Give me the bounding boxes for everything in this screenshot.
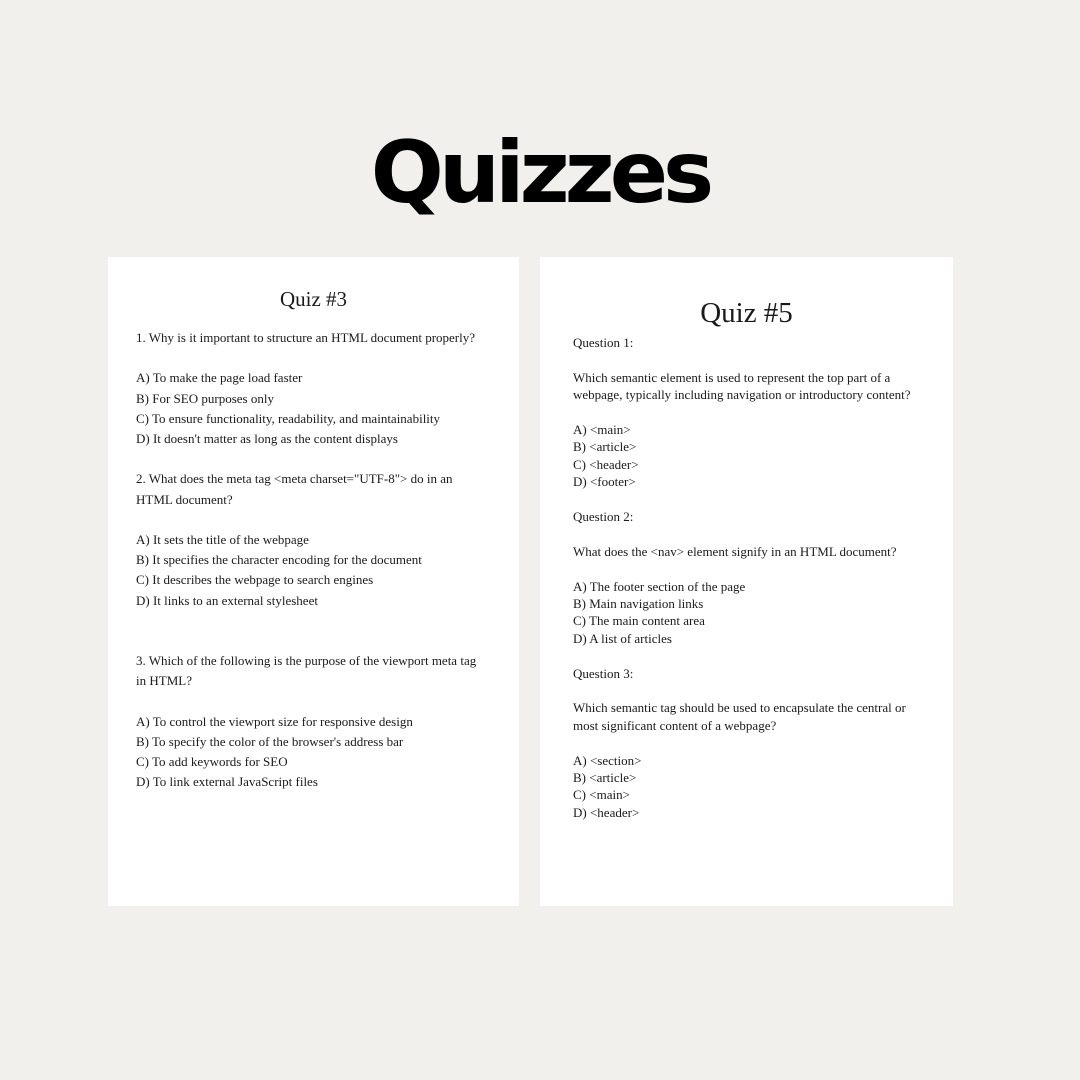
quiz-5-question-2: What does the <nav> element signify in an HTML document? [573, 543, 897, 559]
quiz-3-question-2: 2. What does the meta tag <meta charset="UTF-8"> do in an HTML document? [136, 471, 453, 507]
quiz-3-question-3: 3. Which of the following is the purpose of the viewport meta tag in HTML? [136, 653, 477, 689]
page-title: Quizzes [370, 123, 710, 223]
quiz-5-q3-option-a: A) <section> [573, 752, 642, 768]
quiz-3-q2-option-d: D) It links to an external stylesheet [136, 592, 318, 608]
quiz-3-q2-option-a: A) It sets the title of the webpage [136, 531, 309, 547]
quiz-3-q2-option-b: B) It specifies the character encoding for the document [136, 552, 422, 568]
quiz-5-q3-option-b: B) <article> [573, 770, 637, 786]
quiz-5-q2-option-d: D) A list of articles [573, 630, 672, 646]
quiz-3-q1-option-d: D) It doesn't matter as long as the content displays [136, 431, 398, 446]
quiz-5-q3-option-d: D) <header> [573, 804, 640, 820]
quiz-5-heading: Quiz #5 [700, 297, 793, 329]
quiz-3-q1-option-b: B) For SEO purposes only [136, 390, 274, 406]
quiz-5-question-2-label: Question 2: [573, 509, 634, 525]
quiz-5-q1-option-b: B) <article> [573, 439, 637, 455]
quiz-5-question-3: Which semantic tag should be used to encapsulate the central or most significant content of a webpage? [573, 700, 906, 733]
quiz-3-q3-option-a: A) To control the viewport size for responsive design [136, 713, 413, 729]
quiz-5-q1-option-a: A) <main> [573, 422, 631, 437]
quiz-3-heading: Quiz #3 [279, 287, 348, 311]
quiz-5-question-3-label: Question 3: [573, 665, 634, 681]
quiz-3-q2-option-c: C) It describes the webpage to search engines [136, 572, 374, 588]
quiz-5-body [573, 334, 933, 821]
quiz-5-q3-option-c: C) <main> [573, 787, 630, 803]
quiz-3-q3-option-c: C) To add keywords for SEO [136, 754, 288, 770]
quiz-5-page [540, 257, 953, 906]
quiz-5-q1-option-d: D) <footer> [573, 474, 636, 490]
quiz-3-q3-option-b: B) To specify the color of the browser's address bar [136, 733, 404, 749]
quiz-5-q1-option-c: C) <header> [573, 456, 639, 472]
quiz-5-q2-option-a: A) The footer section of the page [573, 578, 746, 594]
quiz-5-q2-option-c: C) The main content area [573, 613, 705, 629]
quiz-3-question-1: 1. Why is it important to structure an HTML document properly? [136, 330, 476, 345]
quiz-5-question-1: Which semantic element is used to represent the top part of a webpage, typically including navigation or introductory content? [573, 369, 911, 403]
quiz-5-q2-option-b: B) Main navigation links [573, 596, 704, 612]
quiz-5-question-1-label: Question 1: [573, 335, 634, 350]
quiz-3-body [136, 328, 486, 793]
quiz-3-q1-option-c: C) To ensure functionality, readability, and maintainability [136, 410, 441, 426]
quiz-3-page [108, 257, 519, 906]
quiz-3-q1-option-a: A) To make the page load faster [136, 370, 303, 386]
quiz-3-q3-option-d: D) To link external JavaScript files [136, 774, 318, 790]
